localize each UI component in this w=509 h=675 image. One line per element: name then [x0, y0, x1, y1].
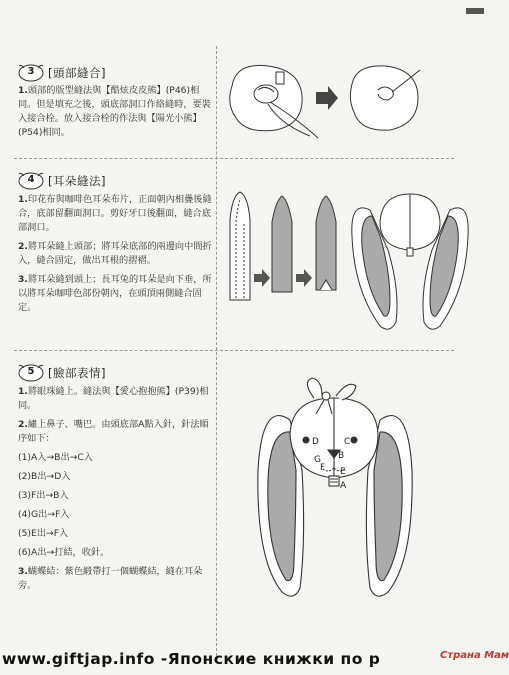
stitch-step: (4)G出→F入 [18, 509, 70, 520]
ear-folded-illustration [316, 196, 336, 290]
bunny-head-with-ears-illustration [352, 194, 468, 329]
point-label: E [340, 467, 346, 477]
paragraph: 2.將耳朵縫上頭部；將耳朵底部的兩邊向中間折入，縫合固定，做出耳根的摺褶。 [18, 241, 212, 266]
stitch-step: (2)B出→D入 [18, 471, 71, 482]
paragraph: 1.印花布與咖啡色耳朵布片，正面朝內相疊後縫合，底部留翻面洞口。剪好牙口後翻面，縫合底部洞口。 [18, 194, 212, 233]
stitch-step: (1)A入→B出→C入 [18, 452, 93, 463]
step-number: 3 [27, 66, 35, 77]
arrow-icon [296, 269, 312, 287]
section-title: [臉部表情] [48, 366, 106, 380]
paragraph: 1.頭部的版型縫法與【酷炫皮皮熊】(P46)相同。但是填充之後，頭底部洞口作絡縫時，要裝入接合栓。放入接合栓的作法與【陽光小熊】(P54)相同。 [18, 85, 211, 138]
ear-pattern-illustration [230, 192, 250, 300]
bunny-face-illustration [258, 378, 412, 596]
point-label: A [340, 481, 347, 491]
paragraph: 1.將眼珠縫上。縫法與【愛心抱抱熊】(P39)相同。 [18, 386, 209, 411]
section-title: [頭部縫合] [48, 66, 106, 80]
step-number: 4 [27, 174, 35, 185]
footer-watermark: www.giftjap.info -Японские книжки по р [2, 650, 381, 668]
point-label: D [312, 437, 319, 447]
stitch-step: (5)E出→F入 [18, 528, 69, 539]
point-label: C [344, 437, 351, 447]
logo-text: Страна Мам [440, 650, 509, 661]
sewn-head-illustration [350, 66, 420, 130]
paragraph: 3.將耳朵縫到頭上；長耳兔的耳朵是向下垂，所以將耳朵咖啡色部份朝內，在頭頂兩側縫合固定。 [18, 274, 212, 313]
paragraph: 2.繡上鼻子、嘴巴。由頭底部A點入針，針法順序如下： [18, 419, 209, 444]
paragraph: 3.蝴蝶結：紫色緞帶打一個蝴蝶結，縫在耳朵旁。 [18, 566, 203, 591]
stitch-step: (3)F出→B入 [18, 490, 69, 501]
section-title: [耳朵縫法] [48, 174, 106, 188]
head-joint-illustration [230, 65, 318, 138]
ear-turned-illustration [272, 196, 292, 292]
point-label: F [320, 463, 326, 473]
arrow-icon [316, 86, 338, 110]
stitch-step: (6)A出→打結，收針。 [18, 547, 110, 558]
point-label: G [314, 455, 321, 465]
point-label: B [338, 451, 345, 461]
step-number: 5 [27, 366, 35, 377]
arrow-icon [254, 269, 270, 287]
site-logo [440, 640, 509, 670]
